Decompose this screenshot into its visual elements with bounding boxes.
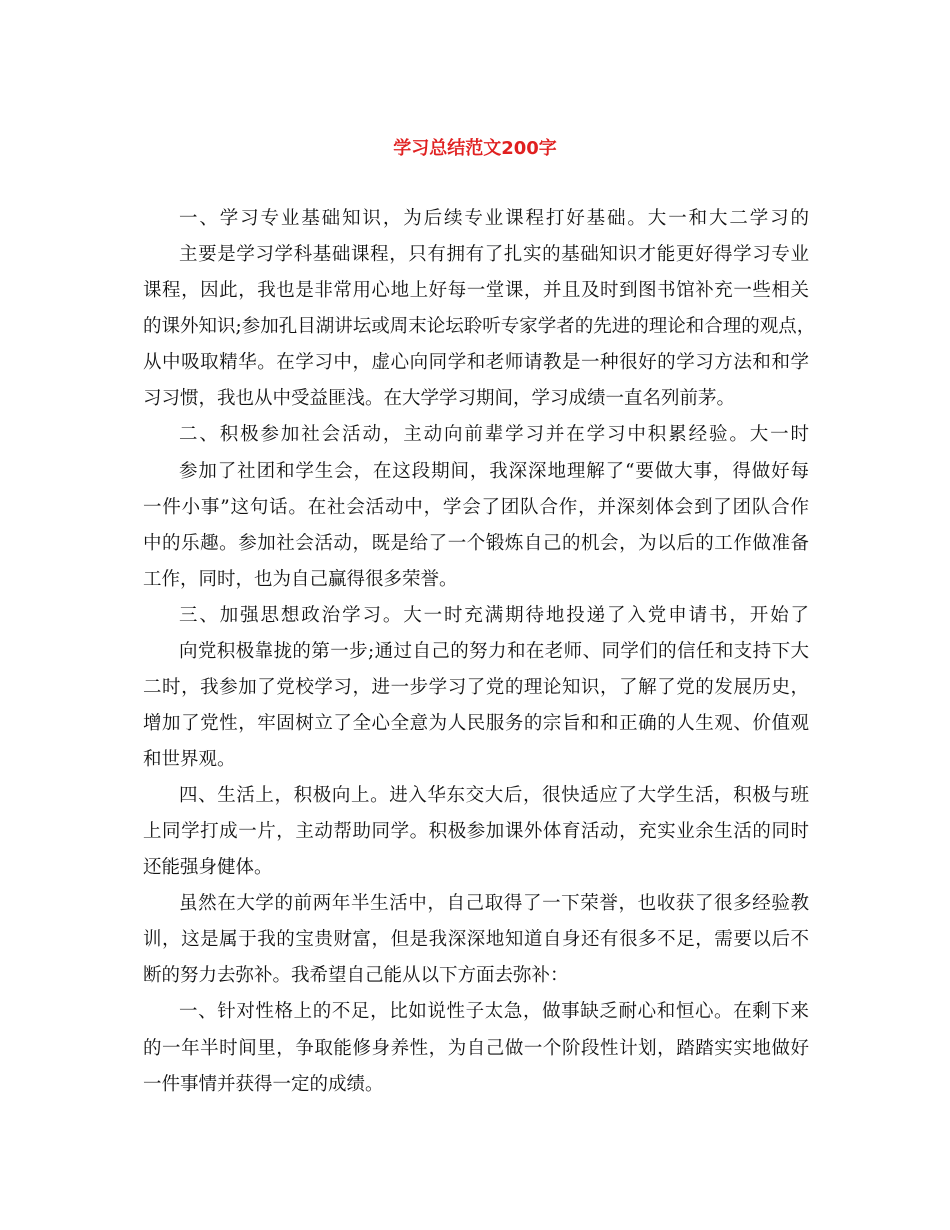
text-line: 四、生活上，积极向上。进入华东交大后，很快适应了大学生活，积极与班 — [179, 785, 809, 806]
text-line: 二时，我参加了党校学习，进一步学习了党的理论知识，了解了党的发展历史， — [143, 677, 809, 698]
text-line: 增加了党性，牢固树立了全心全意为人民服务的宗旨和和正确的人生观、价值观 — [143, 713, 809, 734]
text-line: 工作，同时，也为自己赢得很多荣誉。 — [143, 569, 458, 590]
text-line: 训，这是属于我的宝贵财富，但是我深深地知道自身还有很多不足，需要以后不 — [143, 929, 809, 950]
text-line: 课程，因此，我也是非常用心地上好每一堂课，并且及时到图书馆补充一些相关 — [143, 280, 809, 301]
text-line: 一、学习专业基础知识，为后续专业课程打好基础。大一和大二学习的 — [179, 208, 809, 229]
document-title: 学习总结范文200字 — [393, 138, 557, 159]
text-line: 参加了社团和学生会，在这段期间，我深深地理解了“要做大事，得做好每 — [179, 461, 809, 482]
text-line: 一、针对性格上的不足，比如说性子太急，做事缺乏耐心和恒心。在剩下来 — [179, 1001, 809, 1022]
text-line: 中的乐趣。参加社会活动，既是给了一个锻炼自己的机会，为以后的工作做准备 — [143, 533, 809, 554]
text-line: 上同学打成一片，主动帮助同学。积极参加课外体育活动，充实业余生活的同时 — [143, 821, 809, 842]
text-line: 二、积极参加社会活动，主动向前辈学习并在学习中积累经验。大一时 — [179, 424, 809, 445]
text-line: 习习惯，我也从中受益匪浅。在大学学习期间，学习成绩一直名列前茅。 — [143, 388, 736, 409]
text-line: 虽然在大学的前两年半生活中，自己取得了一下荣誉，也收获了很多经验教 — [179, 893, 809, 914]
text-line: 一件事情并获得一定的成绩。 — [143, 1074, 384, 1095]
text-line: 和世界观。 — [143, 749, 236, 770]
text-line: 一件小事”这句话。在社会活动中，学会了团队合作，并深刻体会到了团队合作 — [143, 497, 809, 518]
text-line: 还能强身健体。 — [143, 857, 273, 878]
text-line: 的课外知识;参加孔目湖讲坛或周末论坛聆听专家学者的先进的理论和合理的观点， — [143, 316, 816, 337]
text-line: 断的努力去弥补。我希望自己能从以下方面去弥补： — [143, 965, 569, 986]
text-line: 从中吸取精华。在学习中，虚心向同学和老师请教是一种很好的学习方法和和学 — [143, 352, 809, 373]
text-line: 的一年半时间里，争取能修身养性，为自己做一个阶段性计划，踏踏实实地做好 — [143, 1038, 809, 1059]
text-line: 向党积极靠拢的第一步;通过自己的努力和在老师、同学们的信任和支持下大 — [179, 641, 809, 662]
text-line: 主要是学习学科基础课程，只有拥有了扎实的基础知识才能更好得学习专业 — [179, 244, 809, 265]
text-line: 三、加强思想政治学习。大一时充满期待地投递了入党申请书，开始了 — [179, 605, 809, 626]
